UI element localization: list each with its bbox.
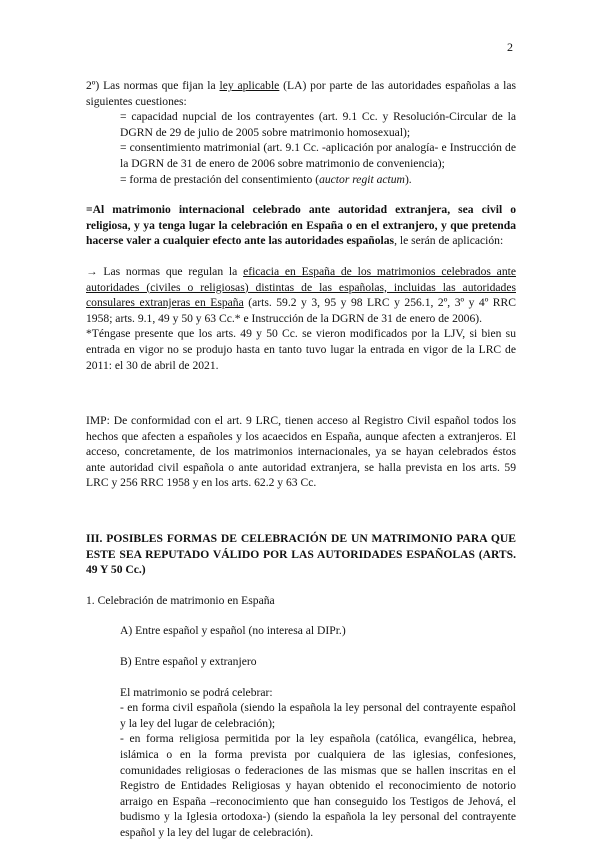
foreign-marriage-bold: =Al matrimonio internacional celebrado ante autoridad extranjera, sea civil o religiosa, y ya tenga lugar la celebración en España o en el extranjero, y que pretenda hacerse valer a cualquier efecto ante las autoridades españolas — [86, 203, 516, 248]
section-1-title: 1. Celebración de matrimonio en España — [86, 593, 275, 607]
efficacy-paragraph — [86, 264, 516, 326]
footnote-paragraph: *Téngase presente que los arts. 49 y 50 Cc. se vieron modificados por la LJV, si bien su entrada en vigor no se produjo hasta en tanto tuvo lugar la entrada en vigor de la LRC de 2011: el 30 de abril de 2021. — [86, 327, 516, 372]
page-content — [86, 78, 516, 841]
case-a: A) Entre español y español (no interesa al DIPr.) — [120, 624, 346, 638]
intro-text-end: (LA) por parte de las autoridades españolas a las siguientes cuestiones: — [86, 79, 516, 108]
civil-form-item: - en forma civil española (siendo la española la ley personal del contrayente español y la ley del lugar de celebración); — [120, 701, 516, 730]
foreign-marriage-tail: , le serán de aplicación: — [394, 234, 504, 248]
imp-paragraph: IMP: De conformidad con el art. 9 LRC, tienen acceso al Registro Civil español todos los hechos que afecten a españoles y los acaecidos en España, aunque afecten a extranjeros. El acceso, concretamente, de los matrimonios internacionales, ya se hayan celebrados éstos ante autoridad civil española o ante autoridad extranjera, se halla prevista en los arts. 59 LRC y 256 RRC 1958 y en los arts. 62.2 y 63 Cc. — [86, 414, 516, 490]
foreign-marriage-paragraph — [86, 202, 516, 249]
celebration-lead: El matrimonio se podrá celebrar: — [120, 685, 273, 699]
item-form-end: ). — [404, 172, 412, 186]
applicable-law-intro — [86, 78, 516, 109]
arrow-text: → Las normas que regulan la — [86, 264, 244, 278]
intro-text: 2º) Las normas que fijan la — [86, 79, 220, 92]
efficacy-term: eficacia en España de los matrimonios celebrados ante autoridades (civiles o religiosas) distintas de las españolas, incluidas las autoridades consulares extranjeras en España — [86, 264, 516, 310]
arrow-text-end: (arts. 59.2 y 3, 95 y 98 LRC y 256.1, 2º, 3º y 4º RRC 1958; arts. 9.1, 49 y 50 y 63 Cc.* e Instrucción de la DGRN de 31 de enero de 2006). — [86, 296, 517, 325]
applicable-law-term: ley aplicable — [219, 79, 280, 92]
religious-form-item: - en forma religiosa permitida por la ley española (católica, evangélica, hebrea, islámica o en la forma prevista por cualquiera de las iglesias, confesiones, comunidades religiosas o federaciones de las mismas que se hallen inscritas en el Registro de Entidades Religiosas y hayan obtenido el reconocimiento de notorio arraigo en España –reconocimiento que han conseguido los Testigos de Jehová, el budismo y la Iglesia ortodoxa-) (siendo la española la ley personal del contrayente español y la ley del lugar de celebración). — [120, 732, 516, 839]
item-capacity: = capacidad nupcial de los contrayentes (art. 9.1 Cc. y Resolución-Circular de la DGRN de 29 de julio de 2005 sobre matrimonio homosexual); — [120, 110, 516, 139]
item-consent: = consentimiento matrimonial (art. 9.1 Cc. -aplicación por analogía- e Instrucción de la DGRN de 31 de enero de 2006 sobre matrimonio de conveniencia); — [120, 141, 516, 170]
page-number: 2 — [507, 40, 513, 54]
item-form-text: = forma de prestación del consentimiento ( — [120, 172, 320, 186]
latin-term: auctor regit actum — [319, 172, 405, 186]
item-form — [86, 172, 516, 188]
case-b: B) Entre español y extranjero — [120, 655, 257, 669]
section-heading: III. POSIBLES FORMAS DE CELEBRACIÓN DE UN MATRIMONIO PARA QUE ESTE SEA REPUTADO VÁLIDO POR LAS AUTORIDADES ESPAÑOLAS (ARTS. 49 Y 50 Cc.) — [86, 532, 516, 577]
